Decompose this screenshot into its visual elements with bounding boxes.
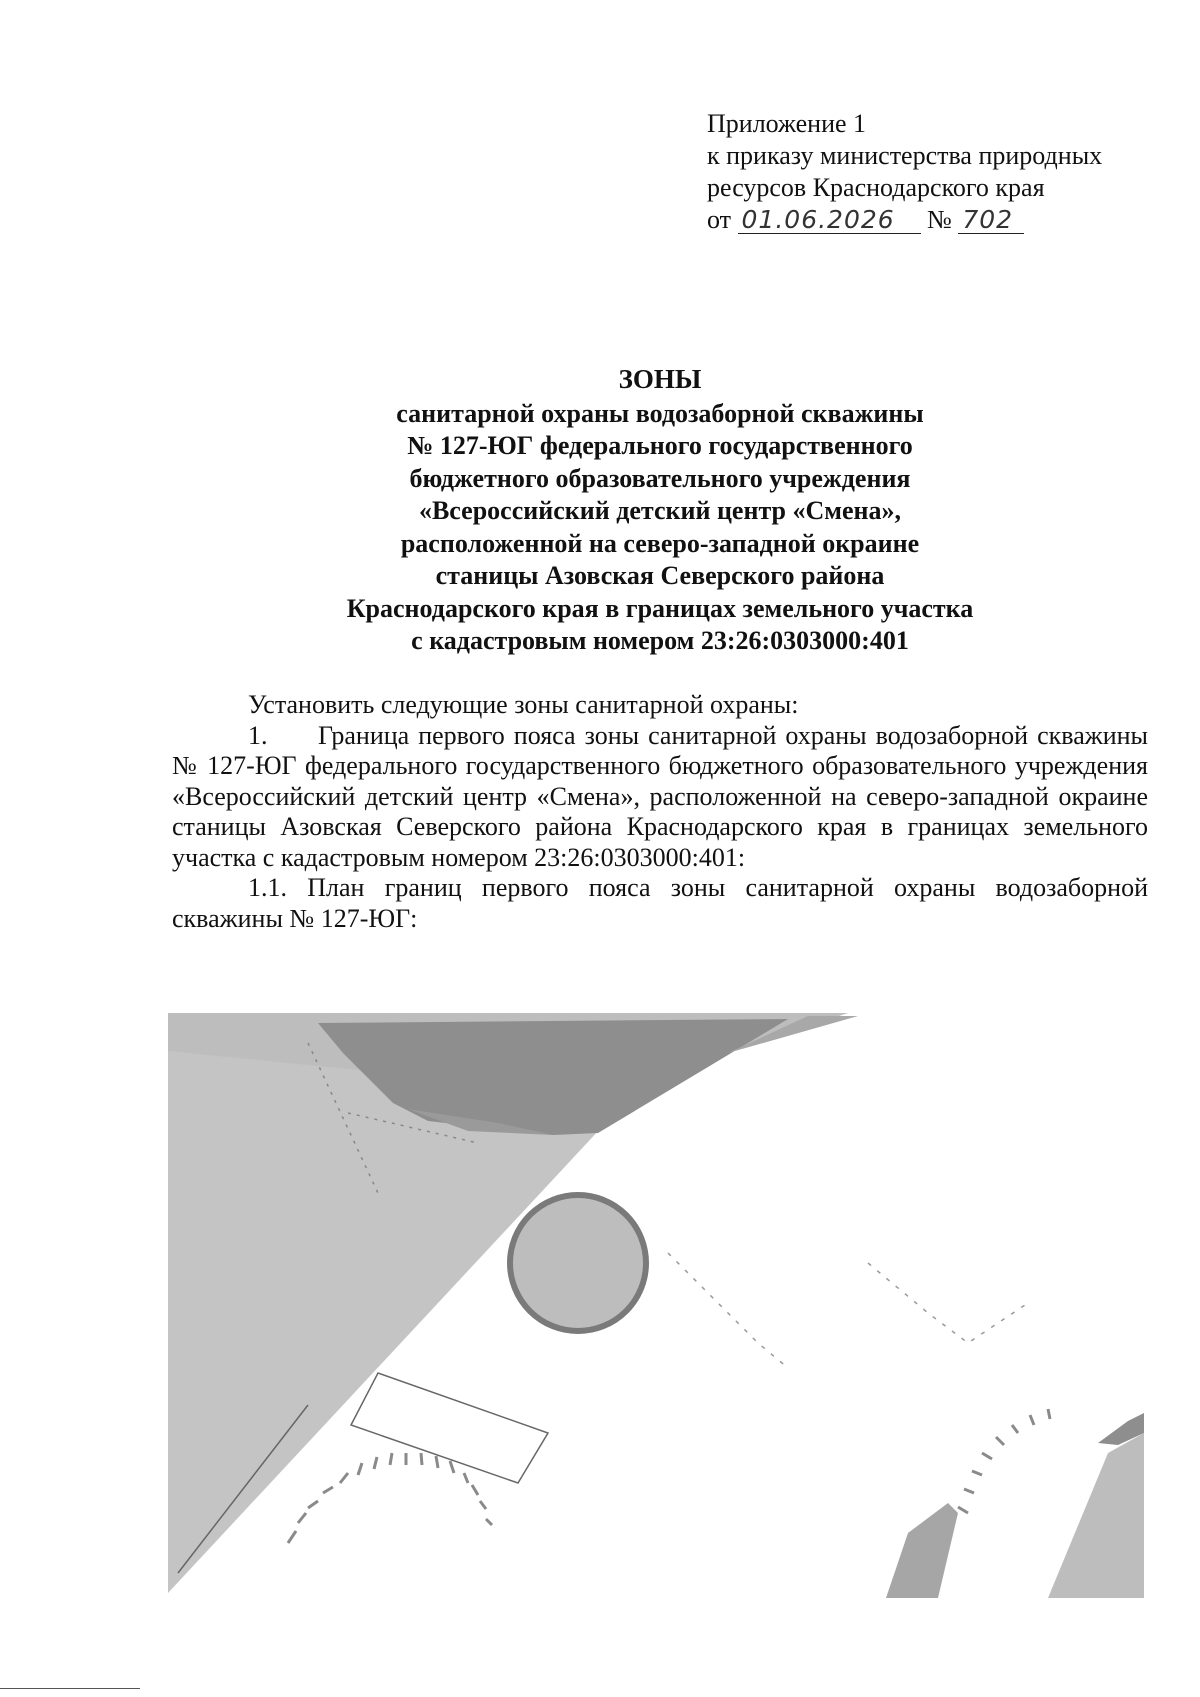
map-graphic (168, 1013, 1144, 1598)
body-text (172, 690, 1148, 934)
map-area-southeast (1048, 1433, 1144, 1598)
number-prefix: № (927, 205, 952, 234)
appendix-line-2: к приказу министерства природных (707, 141, 1103, 170)
title-line: «Всероссийский детский центр «Смена», (418, 496, 902, 525)
well-protection-zone-circle (510, 1195, 646, 1331)
item-1-text: Граница первого пояса зоны санитарной охраны водозаборной скважины № 127-ЮГ федерального государственного бюджетного образовательного учреждения «Всероссийский детский центр «Смена», расположенной на северо-западной окраине станицы Азовская Северского района Краснодарского края в границах земельного участка с кадастровым номером 23:26:0303000:401: (172, 720, 1148, 872)
appendix-date-line (707, 204, 1102, 236)
map-plot-outline (351, 1373, 548, 1483)
appendix-line-1: Приложение 1 (707, 109, 867, 138)
map-area-southeast-wedge (886, 1503, 958, 1598)
appendix-line-3: ресурсов Краснодарского края (707, 173, 1045, 202)
bottom-rule (0, 1688, 140, 1689)
handwritten-date: 01.06.2026 (738, 207, 921, 234)
date-prefix: от (707, 205, 732, 234)
title-line: с кадастровым номером 23:26:0303000:401 (411, 626, 909, 655)
title-line: бюджетного образовательного учреждения (409, 463, 911, 493)
map-hatched-arc-west (288, 1453, 492, 1543)
handwritten-number: 702 (958, 207, 1024, 234)
appendix-block (707, 108, 1102, 236)
intro-paragraph: Установить следующие зоны санитарной охраны: (248, 690, 799, 719)
title-line: станицы Азовская Северского района (435, 561, 885, 590)
item-1-paragraph (172, 721, 1148, 874)
title-line: Краснодарского края в границах земельного участка (346, 593, 974, 623)
map-hatched-arc-east (958, 1409, 1050, 1513)
item-1-1-paragraph: 1.1. План границ первого пояса зоны санитарной охраны водозаборной скважины № 127-ЮГ: (172, 873, 1148, 933)
title-line: санитарной охраны водозаборной скважины (396, 398, 924, 428)
item-1-number: 1. (248, 720, 268, 750)
map-dashed-path (868, 1263, 1028, 1343)
map-dashed-path (668, 1253, 788, 1368)
title-line: № 127-ЮГ федерального государственного (407, 431, 913, 460)
title-line: расположенной на северо-западной окраине (400, 528, 920, 558)
boundary-plan-map (168, 1013, 1144, 1598)
document-title (290, 363, 1030, 658)
title-heading: ЗОНЫ (618, 364, 702, 394)
